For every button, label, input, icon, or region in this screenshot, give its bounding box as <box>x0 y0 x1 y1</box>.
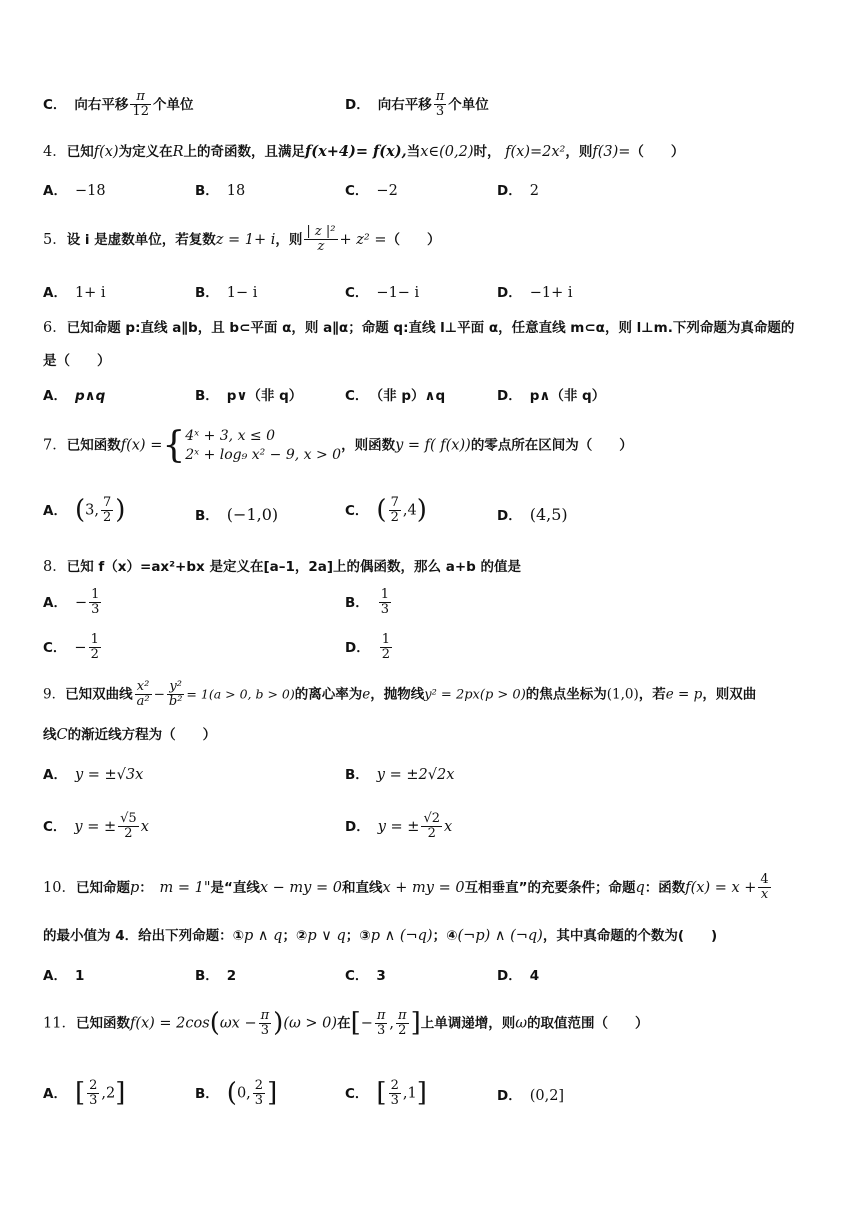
option-label: D． <box>497 285 522 301</box>
q8-option-a <box>43 588 103 618</box>
fraction <box>101 496 113 526</box>
fraction <box>379 588 391 618</box>
stem-text: ： <box>139 879 160 896</box>
option-label: D． <box>345 639 370 656</box>
piecewise-case: 4ˣ + 3, x ≤ 0 <box>185 428 276 445</box>
stem-text: 为定义在 <box>118 144 173 160</box>
fraction-den: 2 <box>390 510 399 526</box>
fraction <box>434 90 447 120</box>
fraction-num: 2 <box>390 1077 399 1093</box>
fraction <box>89 633 101 663</box>
math-expr: p ∧ (¬q) <box>370 928 433 944</box>
question-number: 6． <box>43 320 67 336</box>
fraction <box>253 1079 265 1109</box>
fraction-num: √5 <box>120 811 137 826</box>
option-value: 1− i <box>226 285 258 301</box>
stem-text: 和直线 <box>341 879 383 896</box>
fraction-den: 12 <box>132 104 149 120</box>
q8-option-c <box>43 633 103 663</box>
q6-option-c <box>345 388 445 405</box>
option-tail: 个单位 <box>448 96 489 113</box>
option-value: −1− i <box>376 285 420 301</box>
math-expr: x∈(0,2) <box>420 144 474 160</box>
stem-text: ，若 <box>638 686 666 703</box>
question-number: 4． <box>43 144 67 160</box>
q5-option-d <box>497 285 573 302</box>
math-expr: f(x) = x + <box>685 879 757 896</box>
fraction-num: y² <box>169 679 182 694</box>
option-value: 18 <box>226 183 246 199</box>
option-label: C． <box>345 285 369 301</box>
math-expr: e = p <box>665 686 703 703</box>
stem-text: ，则 <box>275 231 303 248</box>
fraction-den: 2 <box>90 647 99 663</box>
q9-stem-line1 <box>43 680 756 710</box>
fraction-den: 2 <box>102 510 112 526</box>
fraction-den: 3 <box>259 1023 272 1038</box>
stem-text: ；③ <box>345 928 371 944</box>
q10-option-a <box>43 968 84 985</box>
option-label: C． <box>43 639 67 656</box>
math-expr: f(3)= <box>592 144 631 160</box>
question-number: 9． <box>43 686 66 703</box>
interval-end: ,2 <box>101 1085 116 1102</box>
fraction-den: 2 <box>381 647 390 663</box>
option-label: C． <box>345 1085 369 1102</box>
option-text: 向右平移 <box>74 96 129 113</box>
minus-sign: − <box>360 1015 373 1032</box>
stem-text: ，则双曲 <box>702 686 757 703</box>
option-value: (4,5) <box>529 505 568 524</box>
option-value: −1+ i <box>529 285 573 301</box>
question-number: 11． <box>43 1015 76 1032</box>
option-value: 2 <box>529 183 539 199</box>
option-label: A． <box>43 968 67 984</box>
bracket-close: ] <box>267 1078 278 1108</box>
fraction <box>375 1009 388 1039</box>
math-expr: (¬p) ∧ (¬q) <box>457 928 543 944</box>
q3-option-d <box>345 90 489 120</box>
fraction-den: x <box>758 887 770 902</box>
fraction-num: 2 <box>89 1077 98 1093</box>
fraction <box>758 873 770 903</box>
fraction-num: 1 <box>380 587 390 602</box>
fraction-den: 3 <box>254 1093 264 1109</box>
interval-end: ,4 <box>402 502 417 519</box>
q4-option-b <box>195 183 245 200</box>
fraction-den: 3 <box>390 1093 399 1109</box>
q4-option-a <box>43 183 106 200</box>
question-number: 8． <box>43 559 67 575</box>
q6-option-b <box>195 388 302 405</box>
option-value: p∧q <box>74 388 106 404</box>
sign: − <box>74 639 87 656</box>
bracket-close: ] <box>416 1078 427 1108</box>
option-value: 1 <box>74 968 85 984</box>
fraction-num: | z |² <box>306 224 336 239</box>
fraction-num: √2 <box>423 811 440 826</box>
minus-sign: − <box>153 686 165 703</box>
sign: − <box>74 594 88 611</box>
stem-text: 的渐近线方程为（ ） <box>67 727 217 743</box>
q9-option-b <box>345 767 454 784</box>
interval-end: ,1 <box>402 1085 417 1102</box>
q9-option-c <box>43 812 149 842</box>
option-post: x <box>140 818 149 835</box>
stem-text: 已知函数 <box>66 437 121 454</box>
stem-text: 已知命题 <box>75 879 130 896</box>
question-number: 7． <box>43 437 67 454</box>
fraction-num: 7 <box>390 494 399 510</box>
fraction <box>380 633 392 663</box>
fraction-num: π <box>376 1007 386 1023</box>
option-value: 1+ i <box>74 285 106 301</box>
comma: , <box>389 1015 395 1032</box>
fraction-den: 3 <box>89 1093 98 1109</box>
q9-option-a <box>43 767 143 784</box>
fraction-den: 3 <box>375 1023 388 1038</box>
math-expr: (ω > 0) <box>283 1015 338 1032</box>
option-label: D． <box>497 968 522 984</box>
math-expr: C <box>56 727 68 743</box>
bracket-close: ] <box>115 1078 126 1108</box>
option-label: D． <box>345 818 370 835</box>
option-value: 2 <box>226 968 237 984</box>
fraction-num: π <box>136 89 145 104</box>
q3-option-c <box>43 90 193 120</box>
fraction-num: 1 <box>381 632 390 647</box>
math-expr: ωx − <box>219 1015 257 1032</box>
option-value: 3 <box>376 968 386 984</box>
option-value: p∨（非 q） <box>226 388 303 404</box>
question-number: 5． <box>43 231 67 248</box>
q6-option-d <box>497 388 605 405</box>
bracket-open: [ <box>350 1008 361 1038</box>
option-label: A． <box>43 502 67 519</box>
math-expr: + z² = <box>339 231 387 248</box>
paren-open: ( <box>376 495 387 525</box>
math-expr: f(x) = 2cos <box>129 1015 210 1032</box>
stem-text: 互相垂直”的充要条件；命题 <box>464 879 636 896</box>
option-label: A． <box>43 1085 67 1102</box>
option-label: C． <box>43 818 67 835</box>
fraction-num: 1 <box>91 587 100 602</box>
math-expr: z = 1+ i <box>215 231 276 248</box>
stem-text: 已知 f（x）=ax²+bx 是定义在[a–1，2a]上的偶函数，那么 a+b 的值是 <box>66 559 522 575</box>
stem-text: 已知 <box>66 144 94 160</box>
option-label: C． <box>345 502 369 519</box>
fraction-den: z <box>304 239 337 254</box>
q7-option-a <box>43 495 125 526</box>
stem-text: 已知命题 p:直线 a∥b，且 b⊂平面 α，则 a∥α；命题 q:直线 l⊥平面 α，任意直线 m⊂α，则 l⊥m.下列命题为真命题的 <box>66 320 795 336</box>
bracket-open: [ <box>376 1078 387 1108</box>
option-label: A． <box>43 183 67 199</box>
paren-close: ) <box>273 1008 284 1038</box>
q6-stem-line2 <box>43 353 111 370</box>
fraction <box>87 1079 99 1109</box>
option-tail: 个单位 <box>152 96 194 113</box>
stem-text: 时， <box>473 144 501 160</box>
fraction-num: x² <box>136 679 150 694</box>
stem-text: ；④ <box>432 928 458 944</box>
fraction-den: 2 <box>396 1023 409 1038</box>
math-expr: m = 1" <box>159 879 211 896</box>
q6-stem-line1 <box>43 320 794 337</box>
stem-text: 当 <box>406 144 421 160</box>
option-label: B． <box>195 285 219 301</box>
option-value: （非 p）∧q <box>376 388 446 404</box>
fraction-den: a² <box>136 694 150 710</box>
stem-text: 是（ ） <box>43 353 111 369</box>
math-expr: p <box>129 879 140 896</box>
option-label: B． <box>345 767 369 783</box>
q4-option-d <box>497 183 539 200</box>
math-expr: f(x) <box>93 144 119 160</box>
fraction-num: π <box>260 1007 270 1023</box>
piecewise <box>185 427 341 463</box>
option-label: A． <box>43 767 67 783</box>
option-label: A． <box>43 388 67 404</box>
math-expr: R <box>172 144 184 160</box>
option-label: B． <box>195 1085 219 1102</box>
fraction-num: 7 <box>102 494 112 510</box>
fraction <box>130 90 151 120</box>
stem-text: 的离心率为 <box>294 686 363 703</box>
fraction-num: 1 <box>90 632 99 647</box>
option-label: D． <box>497 1088 522 1104</box>
option-value: y = ±2√2x <box>376 767 455 783</box>
option-label: D． <box>345 96 370 113</box>
option-text: 向右平移 <box>377 96 432 113</box>
option-label: A． <box>43 285 67 301</box>
math-expr: e <box>362 686 371 703</box>
option-label: D． <box>497 508 522 524</box>
interval-start: 3, <box>85 502 99 519</box>
stem-text: ，其中真命题的个数为( ) <box>542 928 718 944</box>
q10-stem-line1 <box>43 873 773 903</box>
stem-text: 的零点所在区间为（ ） <box>470 437 633 454</box>
q5-stem <box>43 225 440 255</box>
option-value: −2 <box>376 183 398 199</box>
q8-option-d <box>345 633 394 663</box>
q10-stem-line2 <box>43 928 717 945</box>
fraction-den: 3 <box>434 104 447 119</box>
stem-text: ，抛物线 <box>370 686 425 703</box>
q10-option-c <box>345 968 386 985</box>
interval-start: 0, <box>236 1085 251 1102</box>
math-expr: f(x)=2x² <box>505 144 566 160</box>
math-expr: p ∧ q <box>244 928 283 944</box>
option-value: (0,2] <box>529 1088 565 1104</box>
stem-text: 的取值范围（ ） <box>527 1015 649 1032</box>
option-label: C． <box>345 968 369 984</box>
fraction-den: 2 <box>421 826 442 841</box>
q4-option-c <box>345 183 398 200</box>
fraction <box>89 588 101 618</box>
math-expr: ω <box>515 1015 528 1032</box>
q11-stem <box>43 1008 649 1039</box>
q4-stem <box>43 143 684 161</box>
option-label: B． <box>195 388 219 404</box>
option-value: (−1,0) <box>226 505 279 524</box>
option-label: D． <box>497 183 522 199</box>
stem-text: 线 <box>43 727 57 743</box>
q11-option-c <box>345 1078 427 1109</box>
option-value: −18 <box>74 183 106 199</box>
stem-text: 已知双曲线 <box>65 686 133 703</box>
fraction-num: π <box>435 89 445 104</box>
fraction <box>304 225 337 255</box>
q5-option-a <box>43 285 106 302</box>
stem-text: 设 i 是虚数单位，若复数 <box>66 231 216 248</box>
q9-stem-line2 <box>43 727 216 744</box>
paren-open: ( <box>209 1008 220 1038</box>
option-post: x <box>444 818 453 835</box>
math-expr: y² = 2px(p > 0) <box>424 687 526 703</box>
question-number: 10． <box>43 879 76 896</box>
math-expr: p ∨ q <box>307 928 346 944</box>
q8-stem <box>43 559 521 576</box>
math-expr: f(x) = <box>120 437 163 454</box>
q7-option-b <box>195 505 278 525</box>
math-expr: x − my = 0 <box>259 879 342 896</box>
option-value: 4 <box>529 968 540 984</box>
stem-text: ：函数 <box>644 879 686 896</box>
fraction-den: 3 <box>91 602 100 618</box>
q11-option-d <box>497 1088 564 1105</box>
q11-option-b <box>195 1078 277 1109</box>
answer-paren: （ ） <box>386 231 441 248</box>
math-expr: = 1(a > 0, b > 0) <box>186 686 295 702</box>
option-label: C． <box>43 96 67 113</box>
q9-option-d <box>345 812 452 842</box>
stem-text: 的焦点坐标为 <box>525 686 607 703</box>
q8-option-b <box>345 588 393 618</box>
q10-option-d <box>497 968 539 985</box>
q5-option-c <box>345 285 419 302</box>
fraction-num: 2 <box>254 1077 264 1093</box>
stem-text: 上单调递增，则 <box>420 1015 516 1032</box>
fraction <box>167 680 185 710</box>
option-value: p∧（非 q） <box>529 388 606 404</box>
option-label: B． <box>345 594 369 611</box>
stem-text: 是“直线 <box>210 879 260 896</box>
math-expr: f(x+4)= f(x), <box>305 143 407 160</box>
fraction-den: b² <box>168 694 183 710</box>
fraction <box>118 812 139 842</box>
q10-option-b <box>195 968 236 985</box>
option-label: B． <box>195 968 219 984</box>
option-label: C． <box>345 183 369 199</box>
q11-option-a <box>43 1078 125 1109</box>
q7-option-c <box>345 495 427 526</box>
q7-stem <box>43 424 633 467</box>
paren-close: ) <box>115 495 126 525</box>
fraction <box>389 1079 401 1109</box>
option-pre: y = ± <box>74 818 117 835</box>
stem-text: ，则 <box>565 144 593 160</box>
math-expr: q <box>635 879 645 896</box>
paren-close: ) <box>416 495 427 525</box>
q5-option-b <box>195 285 257 302</box>
fraction-num: 4 <box>760 872 769 887</box>
fraction <box>259 1009 272 1039</box>
piecewise-case: 2ˣ + log₉ x² − 9, x > 0 <box>185 446 342 463</box>
fraction <box>421 812 442 842</box>
option-label: A． <box>43 594 67 611</box>
stem-text: 已知函数 <box>75 1015 130 1032</box>
math-expr: x + my = 0 <box>382 879 465 896</box>
option-label: B． <box>195 183 219 199</box>
fraction-num: π <box>398 1007 407 1023</box>
q6-option-a <box>43 388 105 405</box>
option-value: y = ±√3x <box>74 767 144 783</box>
math-expr: (1,0) <box>606 686 639 703</box>
q7-option-d <box>497 505 568 525</box>
fraction-den: 3 <box>380 602 390 618</box>
option-label: D． <box>497 388 522 404</box>
bracket-close: ] <box>410 1008 421 1038</box>
stem-text: ，则函数 <box>341 437 396 454</box>
fraction <box>389 496 401 526</box>
option-pre: y = ± <box>377 818 420 835</box>
stem-text: ；② <box>282 928 308 944</box>
stem-text: 的最小值为 4．给出下列命题：① <box>43 928 245 944</box>
option-label: C． <box>345 388 369 404</box>
option-label: B． <box>195 508 219 524</box>
fraction <box>396 1009 409 1039</box>
math-expr: y = f( f(x)) <box>395 437 471 454</box>
left-brace: { <box>162 425 186 466</box>
fraction-den: 2 <box>118 826 139 841</box>
answer-paren: （ ） <box>630 144 685 160</box>
bracket-open: [ <box>74 1078 86 1108</box>
paren-open: ( <box>74 495 86 525</box>
bracket-open: ( <box>226 1078 237 1108</box>
fraction <box>135 680 152 710</box>
stem-text: 上的奇函数，且满足 <box>183 144 306 160</box>
stem-text: 在 <box>337 1015 351 1032</box>
